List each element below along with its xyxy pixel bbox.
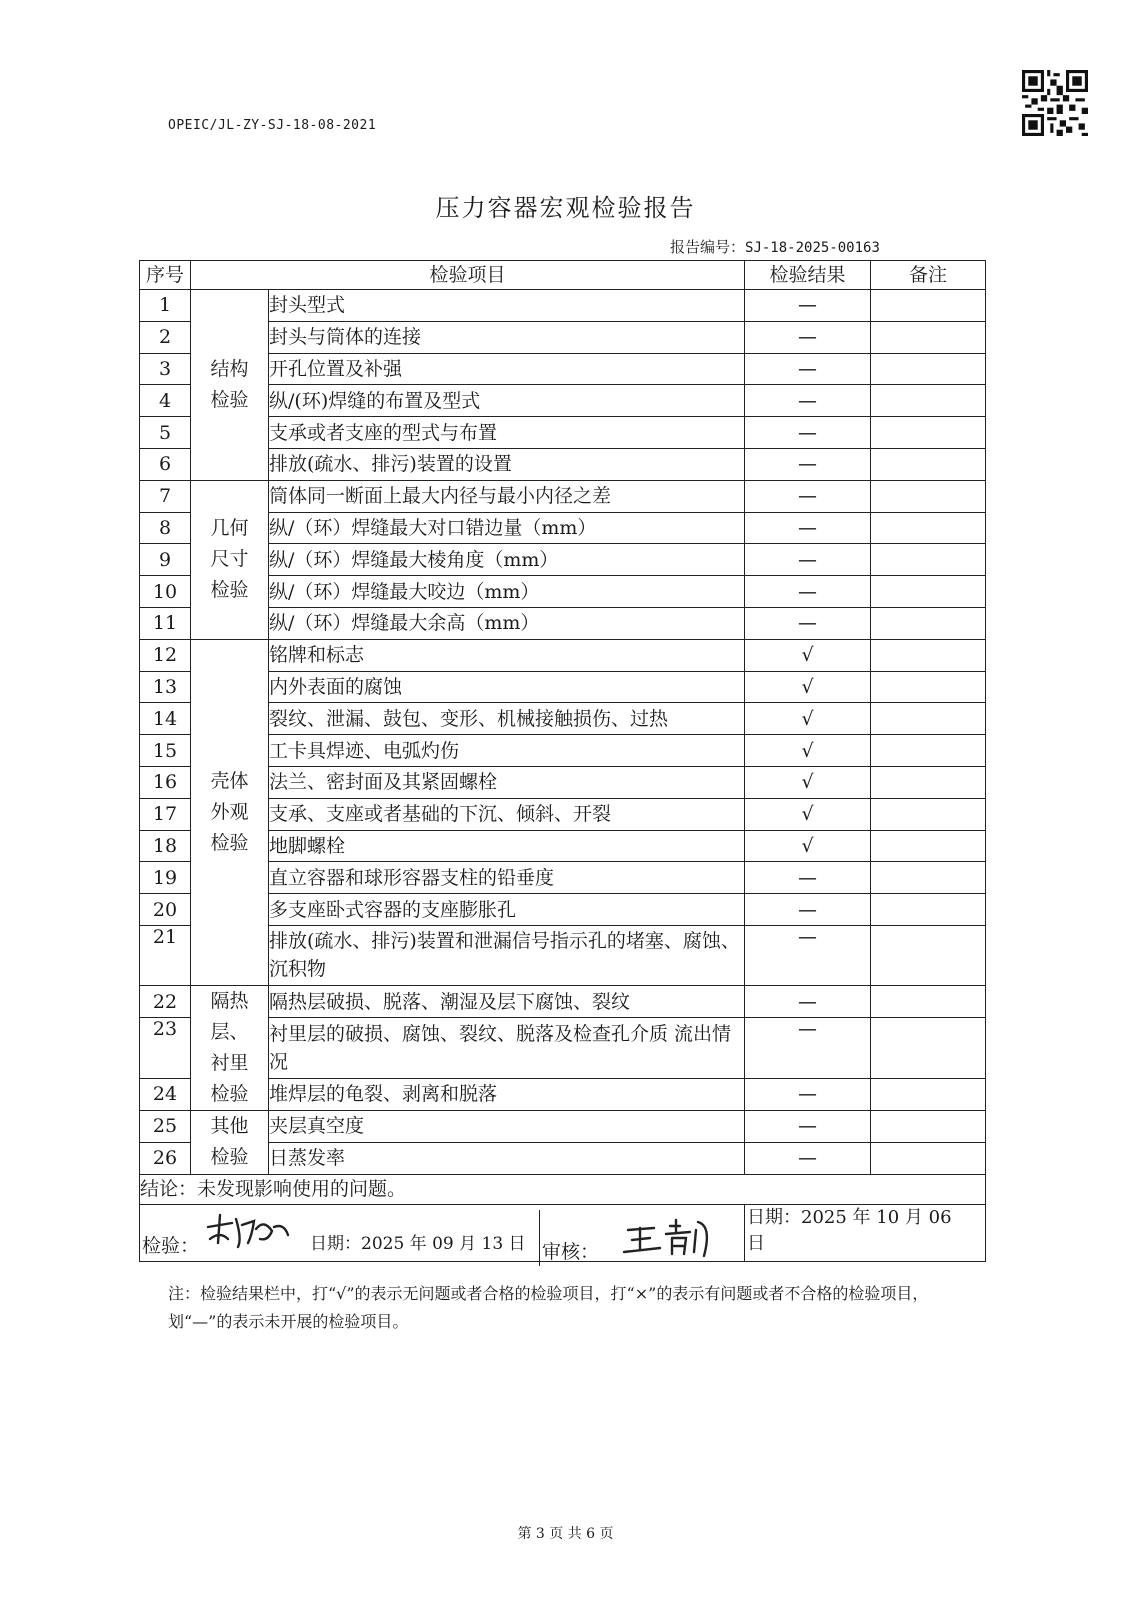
group-label: 结构 检验	[191, 290, 269, 481]
remark-cell	[871, 862, 986, 894]
inspection-item: 法兰、密封面及其紧固螺栓	[269, 766, 745, 798]
row-number: 14	[140, 703, 191, 735]
inspection-result: —	[745, 512, 871, 544]
reviewer-label: 审核：	[542, 1241, 600, 1263]
remark-cell	[871, 544, 986, 576]
row-number: 12	[140, 639, 191, 671]
inspection-result: √	[745, 671, 871, 703]
inspection-result: —	[745, 385, 871, 417]
inspection-date: 日期：2025 年 09 月 13 日	[310, 1233, 526, 1254]
inspection-item: 隔热层破损、脱落、潮湿及层下腐蚀、裂纹	[269, 985, 745, 1017]
inspection-result: —	[745, 607, 871, 639]
group-label: 隔热 层、 衬里 检验	[191, 985, 269, 1110]
remark-cell	[871, 1078, 986, 1110]
inspection-result: —	[745, 576, 871, 608]
row-number: 23	[140, 1018, 191, 1079]
conclusion: 结论：未发现影响使用的问题。	[140, 1174, 986, 1204]
remark-cell	[871, 985, 986, 1017]
row-number: 10	[140, 576, 191, 608]
inspection-item: 纵/（环）焊缝最大咬边（mm）	[269, 576, 745, 608]
inspection-item: 日蒸发率	[269, 1142, 745, 1174]
row-number: 25	[140, 1110, 191, 1142]
inspection-item: 封头与筒体的连接	[269, 321, 745, 353]
inspection-result: √	[745, 703, 871, 735]
inspector-signature	[202, 1209, 292, 1253]
inspection-item: 内外表面的腐蚀	[269, 671, 745, 703]
inspection-result: —	[745, 1078, 871, 1110]
inspection-item: 地脚螺栓	[269, 830, 745, 862]
review-date: 日期：2025 年 10 月 06 日	[747, 1206, 952, 1254]
reviewer-cell	[745, 1204, 986, 1261]
remark-cell	[871, 671, 986, 703]
inspection-table	[139, 260, 986, 1262]
row-number: 18	[140, 830, 191, 862]
table-header-row	[140, 261, 986, 290]
inspection-item: 铭牌和标志	[269, 639, 745, 671]
inspection-item: 工卡具焊迹、电弧灼伤	[269, 735, 745, 767]
header-remark: 备注	[871, 261, 986, 290]
footnote: 注：检验结果栏中，打“√”的表示无问题或者合格的检验项目，打“×”的表示有问题或者不合格的检验项目，划“—”的表示未开展的检验项目。	[168, 1284, 929, 1331]
row-number: 4	[140, 385, 191, 417]
remark-cell	[871, 480, 986, 512]
inspection-item: 排放(疏水、排污)装置和泄漏信号指示孔的堵塞、腐蚀、沉积物	[269, 925, 745, 985]
row-number: 15	[140, 735, 191, 767]
inspection-result: —	[745, 290, 871, 322]
report-number	[670, 236, 880, 257]
inspection-result: —	[745, 1110, 871, 1142]
conclusion-row	[140, 1174, 986, 1204]
row-number: 6	[140, 448, 191, 480]
inspection-item: 多支座卧式容器的支座膨胀孔	[269, 894, 745, 926]
report-number-value: SJ-18-2025-00163	[745, 240, 880, 256]
inspection-item: 纵/（环）焊缝最大对口错边量（mm）	[269, 512, 745, 544]
inspection-item: 堆焊层的龟裂、剥离和脱落	[269, 1078, 745, 1110]
reviewer-signature	[620, 1216, 720, 1260]
row-number: 2	[140, 321, 191, 353]
inspection-item: 开孔位置及补强	[269, 353, 745, 385]
inspection-item: 筒体同一断面上最大内径与最小内径之差	[269, 480, 745, 512]
inspection-result: —	[745, 544, 871, 576]
remark-cell	[871, 321, 986, 353]
group-label: 其他 检验	[191, 1110, 269, 1174]
inspector-label: 检验：	[142, 1234, 200, 1257]
row-number: 21	[140, 925, 191, 985]
page-title: 压力容器宏观检验报告	[435, 194, 696, 222]
row-number: 26	[140, 1142, 191, 1174]
header-result: 检验结果	[745, 261, 871, 290]
table-row	[140, 985, 986, 1017]
remark-cell	[871, 448, 986, 480]
table-row	[140, 290, 986, 322]
inspection-result: —	[745, 417, 871, 449]
remark-cell	[871, 353, 986, 385]
inspection-item: 支承、支座或者基础的下沉、倾斜、开裂	[269, 798, 745, 830]
row-number: 11	[140, 607, 191, 639]
row-number: 20	[140, 894, 191, 926]
remark-cell	[871, 607, 986, 639]
page-number: 第 3 页 共 6 页	[517, 1526, 614, 1542]
report-number-label: 报告编号：	[670, 238, 746, 256]
row-number: 3	[140, 353, 191, 385]
inspection-result: —	[745, 480, 871, 512]
review-box	[539, 1210, 755, 1266]
inspection-result: —	[745, 862, 871, 894]
inspection-result: —	[745, 353, 871, 385]
inspection-result: —	[745, 894, 871, 926]
remark-cell	[871, 385, 986, 417]
qr-code-icon	[1022, 70, 1088, 136]
inspection-result: √	[745, 639, 871, 671]
remark-cell	[871, 512, 986, 544]
inspection-item: 排放(疏水、排污)装置的设置	[269, 448, 745, 480]
inspection-result: √	[745, 798, 871, 830]
group-label: 几何 尺寸 检验	[191, 480, 269, 639]
inspection-result: —	[745, 1018, 871, 1079]
remark-cell	[871, 894, 986, 926]
header-item: 检验项目	[191, 261, 745, 290]
remark-cell	[871, 766, 986, 798]
row-number: 16	[140, 766, 191, 798]
inspection-item: 直立容器和球形容器支柱的铅垂度	[269, 862, 745, 894]
table-row	[140, 1110, 986, 1142]
header-seq: 序号	[140, 261, 191, 290]
inspection-result: —	[745, 1142, 871, 1174]
inspection-result: √	[745, 735, 871, 767]
inspection-item: 支承或者支座的型式与布置	[269, 417, 745, 449]
row-number: 8	[140, 512, 191, 544]
remark-cell	[871, 576, 986, 608]
inspection-item: 衬里层的破损、腐蚀、裂纹、脱落及检查孔介质 流出情况	[269, 1018, 745, 1079]
remark-cell	[871, 798, 986, 830]
inspection-result: —	[745, 448, 871, 480]
row-number: 7	[140, 480, 191, 512]
inspection-result: —	[745, 925, 871, 985]
remark-cell	[871, 290, 986, 322]
row-number: 9	[140, 544, 191, 576]
remark-cell	[871, 639, 986, 671]
row-number: 5	[140, 417, 191, 449]
inspection-item: 纵/(环)焊缝的布置及型式	[269, 385, 745, 417]
document-code: OPEIC/JL-ZY-SJ-18-08-2021	[168, 118, 377, 133]
row-number: 19	[140, 862, 191, 894]
row-number: 22	[140, 985, 191, 1017]
inspection-item: 纵/（环）焊缝最大棱角度（mm）	[269, 544, 745, 576]
table-row	[140, 480, 986, 512]
remark-cell	[871, 703, 986, 735]
table-row	[140, 639, 986, 671]
remark-cell	[871, 735, 986, 767]
inspection-item: 夹层真空度	[269, 1110, 745, 1142]
row-number: 1	[140, 290, 191, 322]
inspection-item: 纵/（环）焊缝最大余高（mm）	[269, 607, 745, 639]
row-number: 24	[140, 1078, 191, 1110]
row-number: 13	[140, 671, 191, 703]
remark-cell	[871, 1142, 986, 1174]
inspection-result: —	[745, 321, 871, 353]
remark-cell	[871, 1018, 986, 1079]
inspection-item: 裂纹、泄漏、鼓包、变形、机械接触损伤、过热	[269, 703, 745, 735]
inspection-result: —	[745, 985, 871, 1017]
remark-cell	[871, 417, 986, 449]
remark-cell	[871, 830, 986, 862]
inspection-item: 封头型式	[269, 290, 745, 322]
remark-cell	[871, 1110, 986, 1142]
row-number: 17	[140, 798, 191, 830]
remark-cell	[871, 925, 986, 985]
inspection-result: √	[745, 766, 871, 798]
group-label: 壳体 外观 检验	[191, 639, 269, 985]
inspection-result: √	[745, 830, 871, 862]
